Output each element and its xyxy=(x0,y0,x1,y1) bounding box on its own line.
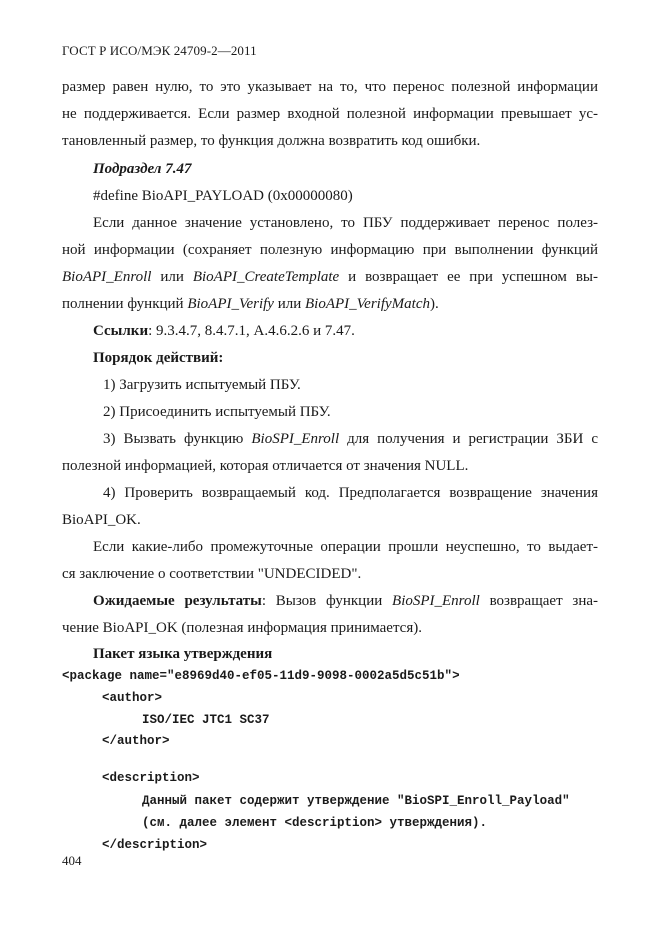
paragraph-line: Если данное значение установлено, то ПБУ поддерживает перенос полез- xyxy=(93,215,598,231)
code-line: <author> xyxy=(102,691,163,705)
package-heading: Пакет языка утверждения xyxy=(93,646,273,662)
page-number: 404 xyxy=(62,853,82,868)
expected-results-line: Ожидаемые результаты: Вызов функции BioSPI_Enroll возвращает зна- xyxy=(93,593,599,609)
function-name: BioAPI_Enroll xyxy=(62,269,152,285)
procedure-step: 1) Загрузить испытуемый ПБУ. xyxy=(103,377,301,393)
paragraph-line: полнении функций BioAPI_Verify или BioAPI_VerifyMatch). xyxy=(62,296,439,312)
code-line: (см. далее элемент <description> утверждения). xyxy=(142,816,488,830)
code-line: ISO/IEC JTC1 SC37 xyxy=(142,713,270,727)
code-line: </description> xyxy=(102,838,208,852)
function-name: BioAPI_CreateTemplate xyxy=(192,269,340,285)
procedure-heading: Порядок действий: xyxy=(93,350,224,366)
references-line: Ссылки: 9.3.4.7, 8.4.7.1, A.4.6.2.6 и 7.47. xyxy=(93,323,355,339)
function-name: BioSPI_Enroll xyxy=(251,431,340,447)
paragraph-line: чение BioAPI_OK (полезная информация принимается). xyxy=(62,620,422,636)
function-name: BioAPI_VerifyMatch xyxy=(305,296,430,312)
paragraph-line: не поддерживается. Если размер входной полезной информации превышает ус- xyxy=(62,106,598,122)
define-line: #define BioAPI_PAYLOAD (0x00000080) xyxy=(93,188,353,204)
procedure-step-continuation: BioAPI_OK. xyxy=(62,512,141,528)
paragraph-line: ной информации (сохраняет полезную информацию при выполнении функций xyxy=(62,242,598,258)
code-line: Данный пакет содержит утверждение "BioSPI_Enroll_Payload" xyxy=(142,794,570,808)
function-name: BioAPI_Verify xyxy=(187,296,274,312)
paragraph-line: размер равен нулю, то это указывает на то, что перенос полезной информации xyxy=(62,79,598,95)
procedure-step: 2) Присоединить испытуемый ПБУ. xyxy=(103,404,331,420)
code-line: <description> xyxy=(102,771,200,785)
procedure-step: 3) Вызвать функцию BioSPI_Enroll для получения и регистрации ЗБИ с xyxy=(103,431,598,447)
procedure-step: 4) Проверить возвращаемый код. Предполагается возвращение значения xyxy=(103,485,598,501)
paragraph-line: BioAPI_Enroll или BioAPI_CreateTemplate и возвращает ее при успешном вы- xyxy=(62,269,598,285)
paragraph-line: ся заключение о соответствии "UNDECIDED". xyxy=(62,566,362,582)
document-header: ГОСТ Р ИСО/МЭК 24709-2—2011 xyxy=(62,43,257,58)
code-line: </author> xyxy=(102,734,170,748)
subsection-heading: Подраздел 7.47 xyxy=(93,161,192,177)
function-name: BioSPI_Enroll xyxy=(392,593,480,609)
paragraph-line: тановленный размер, то функция должна возвратить код ошибки. xyxy=(62,133,481,149)
paragraph-line: Если какие-либо промежуточные операции прошли неуспешно, то выдает- xyxy=(93,539,598,555)
procedure-step-continuation: полезной информацией, которая отличается от значения NULL. xyxy=(62,458,469,474)
code-line: <package name="e8969d40-ef05-11d9-9098-0002a5d5c51b"> xyxy=(62,669,460,683)
